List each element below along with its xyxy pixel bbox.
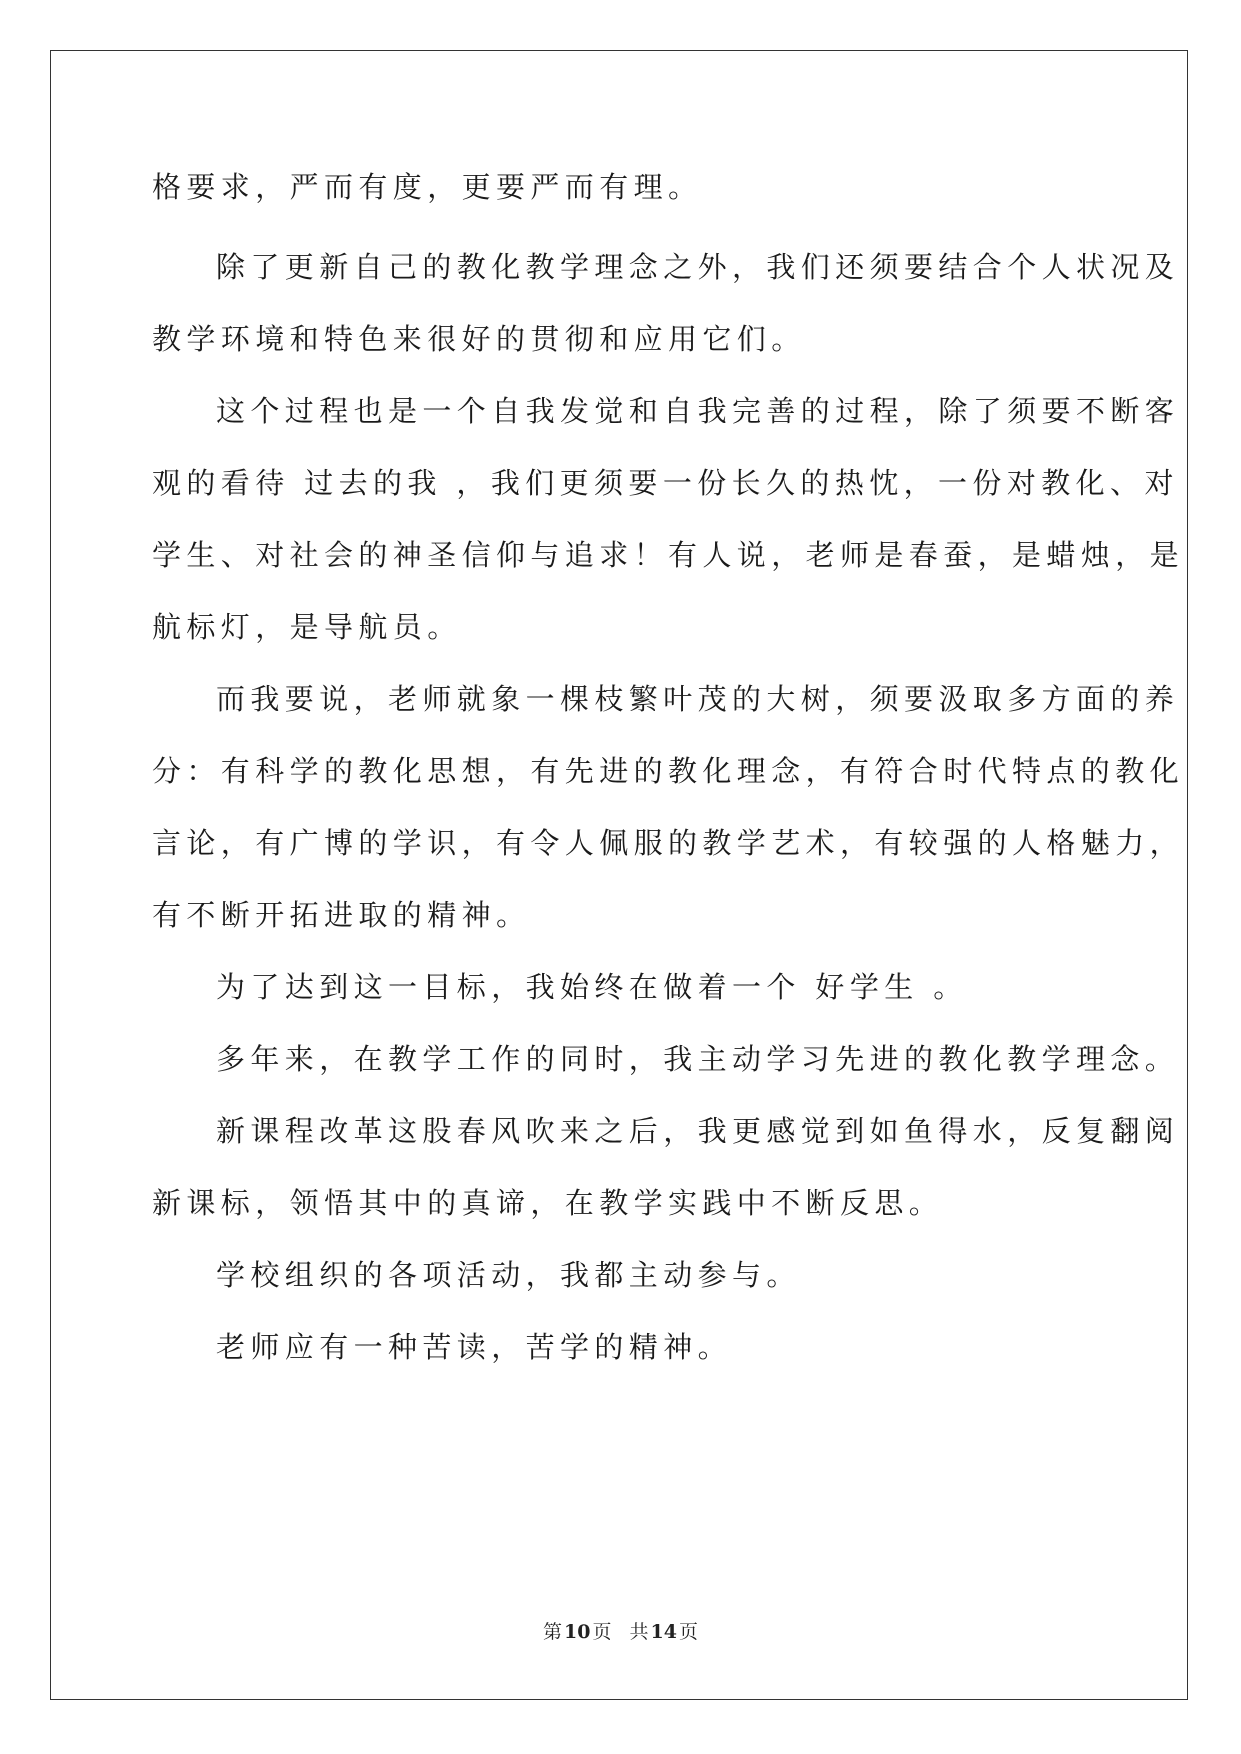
text-line: 格要求，严而有度，更要严而有理。 [152,170,703,204]
text-line: 多年来，在教学工作的同时，我主动学习先进的教化教学理念。 [216,1042,1180,1076]
text-line: 教学环境和特色来很好的贯彻和应用它们。 [152,322,806,356]
text-line: 学校组织的各项活动，我都主动参与。 [216,1258,801,1292]
current-page-number: 10 [564,1621,591,1643]
text-line: 航标灯，是导航员。 [152,610,462,644]
text-line: 除了更新自己的教化教学理念之外，我们还须要结合个人状况及 [216,250,1180,284]
text-line: 分：有科学的教化思想，有先进的教化理念，有符合时代特点的教化 [152,754,1185,788]
footer-page-suffix: 页 [592,1621,612,1643]
footer-total-suffix: 页 [678,1621,698,1643]
text-line: 观的看待 过去的我 ，我们更须要一份长久的热忱，一份对教化、对 [152,466,1179,500]
text-line: 老师应有一种苦读，苦学的精神。 [216,1330,733,1364]
total-pages-number: 14 [650,1621,677,1643]
text-line: 言论，有广博的学识，有令人佩服的教学艺术，有较强的人格魅力， [152,826,1185,860]
footer-prefix: 第 [543,1621,563,1643]
footer-total-prefix: 共 [629,1621,649,1643]
page-footer [0,1617,1241,1644]
text-line: 这个过程也是一个自我发觉和自我完善的过程，除了须要不断客 [216,394,1180,428]
text-line: 为了达到这一目标，我始终在做着一个 好学生 。 [216,970,968,1004]
page-border [50,50,1188,1700]
text-line: 新课程改革这股春风吹来之后，我更感觉到如鱼得水，反复翻阅 [216,1114,1180,1148]
text-line: 学生、对社会的神圣信仰与追求！有人说，老师是春蚕，是蜡烛，是 [152,538,1185,572]
text-line: 有不断开拓进取的精神。 [152,898,531,932]
text-line: 而我要说，老师就象一棵枝繁叶茂的大树，须要汲取多方面的养 [216,682,1180,716]
text-line: 新课标，领悟其中的真谛，在教学实践中不断反思。 [152,1186,944,1220]
